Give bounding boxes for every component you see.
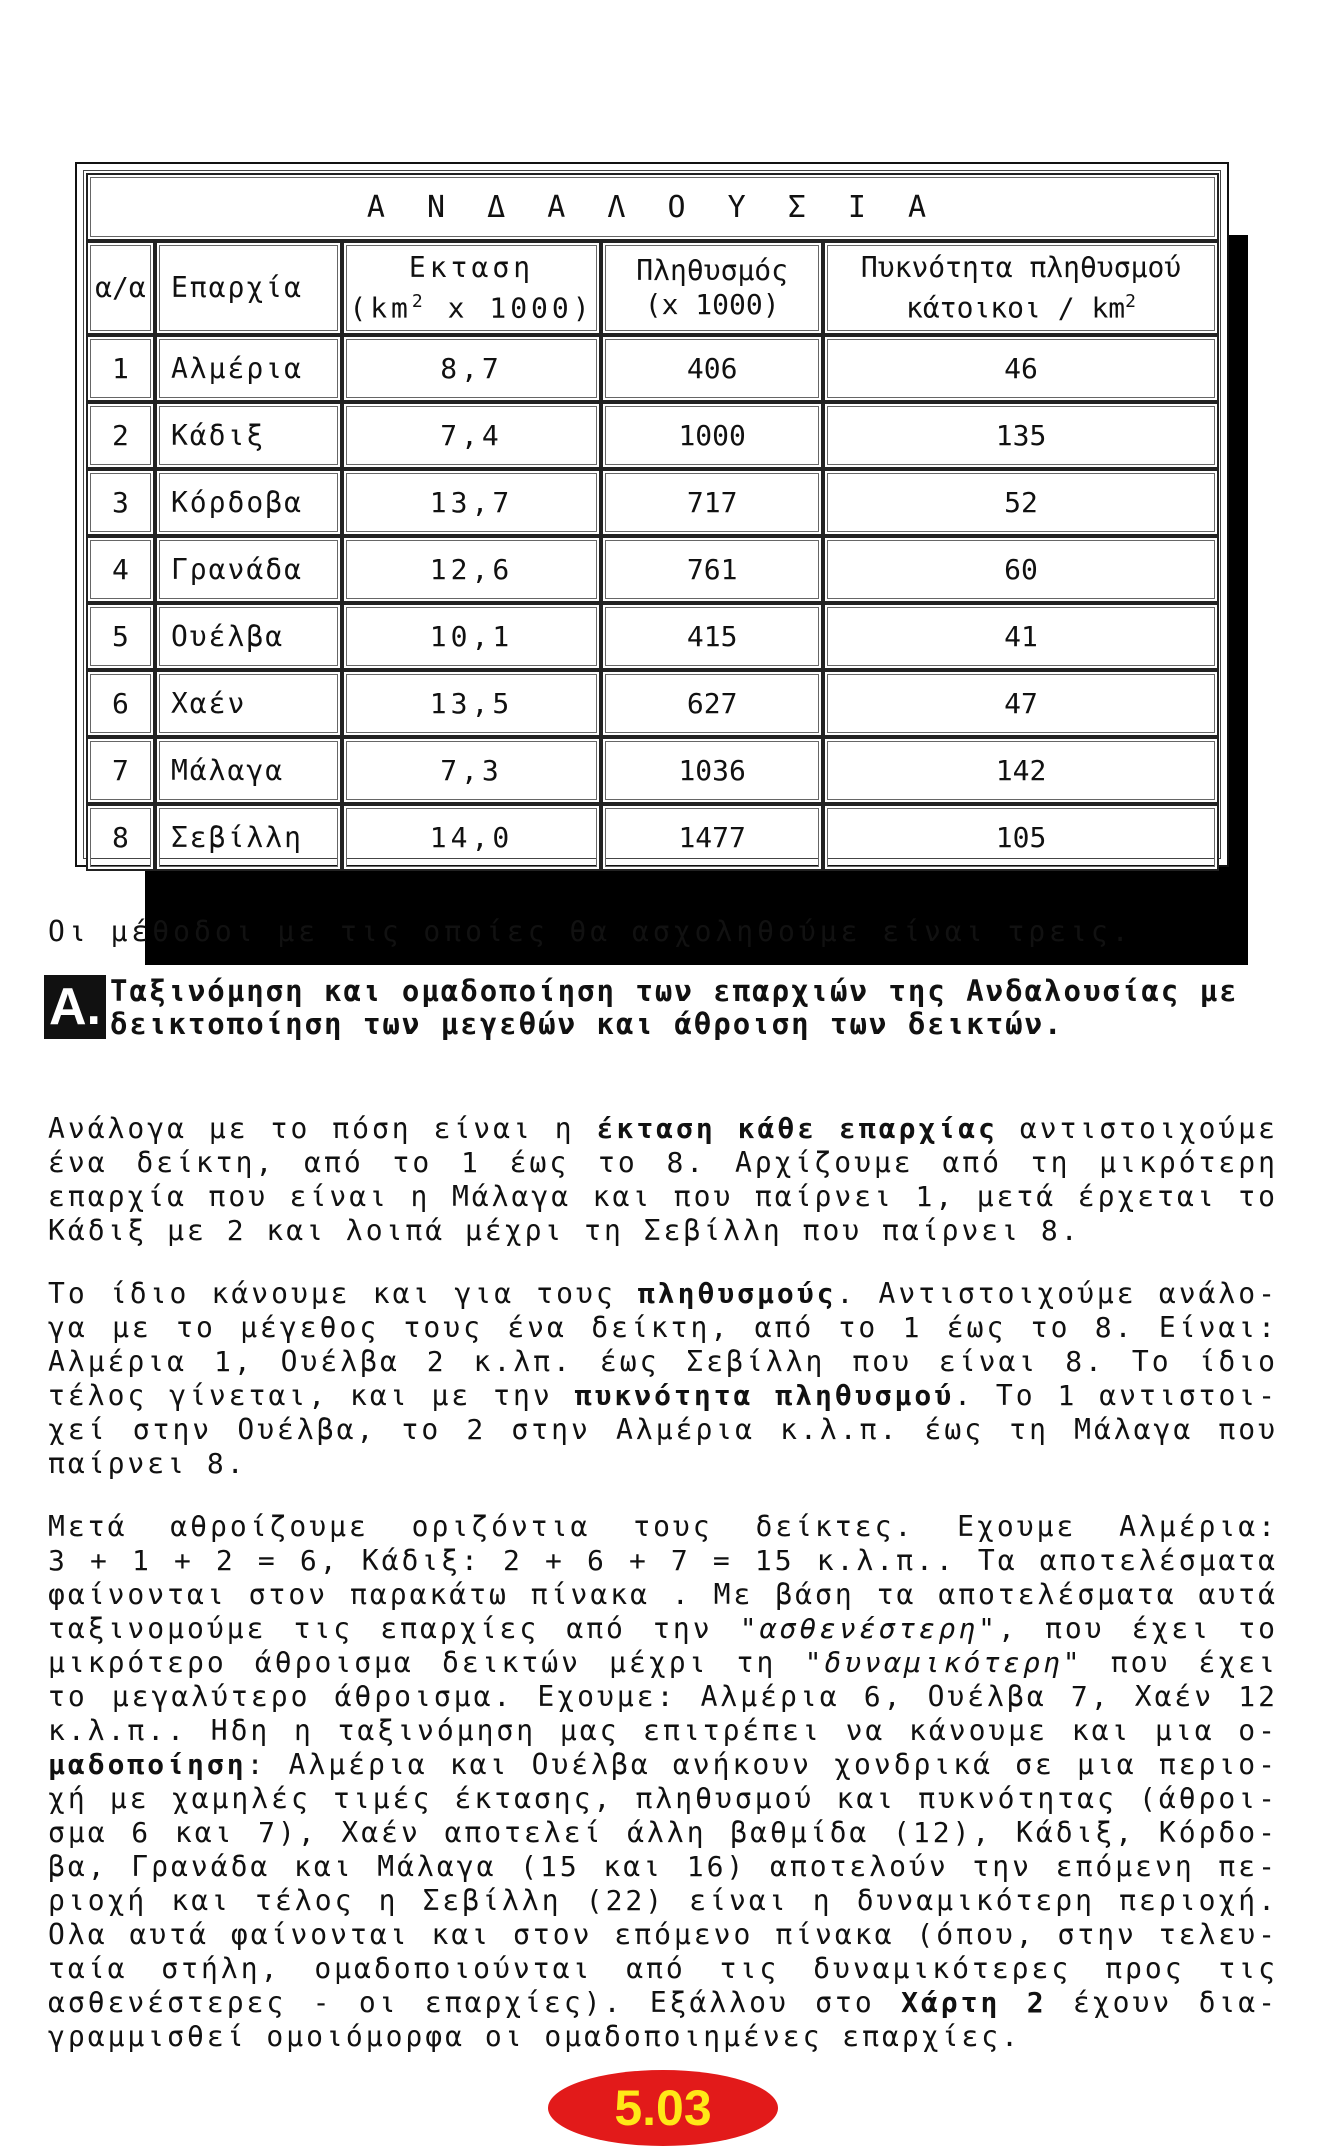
cell-plithysmos: 1000 [601, 402, 823, 469]
cell-plithysmos: 415 [601, 603, 823, 670]
cell-eparxia: Ουέλβα [155, 603, 342, 670]
cell-eparxia: Χαέν [155, 670, 342, 737]
header-aa: α/α [86, 241, 155, 335]
page-number-badge: 5.03 [548, 2070, 778, 2146]
andalusia-table [86, 173, 1219, 871]
section-a-line: Ταξινόμηση και ομαδοποίηση των επαρχιών της Ανδαλουσίας με [110, 974, 1239, 1008]
cell-ektasi: 7,4 [342, 402, 602, 469]
cell-plithysmos: 1036 [601, 737, 823, 804]
cell-pyknotita: 105 [823, 804, 1219, 871]
table-row [86, 670, 1219, 737]
cell-plithysmos: 406 [601, 335, 823, 402]
cell-aa: 7 [86, 737, 155, 804]
section-a-line: δεικτοποίηση των μεγεθών και άθροιση των δεικτών. [110, 1007, 1064, 1041]
cell-ektasi: 8,7 [342, 335, 602, 402]
cell-ektasi: 10,1 [342, 603, 602, 670]
paragraph-1: Ανάλογα με το πόση είναι η έκταση κάθε επαρχίας αντιστοιχούμε ένα δείκτη, από το 1 έως το 8. Αρχίζουμε από τη μικρότερη επαρχία που είναι η Μάλαγα και που παίρνει 1, μετά έρχεται το Κάδιξ με 2 και λοιπά μέχρι τη Σεβίλλη που παίρνει 8. [48, 1112, 1279, 1247]
cell-plithysmos: 1477 [601, 804, 823, 871]
header-eparxia: Επαρχία [155, 241, 342, 335]
cell-plithysmos: 627 [601, 670, 823, 737]
cell-aa: 8 [86, 804, 155, 871]
intro-text: Οι μέθοδοι με τις οποίες θα ασχοληθούμε είναι τρεις. [48, 915, 1133, 948]
cell-pyknotita: 135 [823, 402, 1219, 469]
cell-pyknotita: 60 [823, 536, 1219, 603]
cell-eparxia: Σεβίλλη [155, 804, 342, 871]
cell-plithysmos: 761 [601, 536, 823, 603]
header-plithysmos: Πληθυσμός (x 1000) [601, 241, 823, 335]
cell-aa: 3 [86, 469, 155, 536]
table-row [86, 804, 1219, 871]
andalusia-table-block [75, 162, 1229, 867]
cell-pyknotita: 41 [823, 603, 1219, 670]
cell-ektasi: 14,0 [342, 804, 602, 871]
table-frame [75, 162, 1229, 867]
cell-pyknotita: 52 [823, 469, 1219, 536]
cell-eparxia: Γρανάδα [155, 536, 342, 603]
cell-plithysmos: 717 [601, 469, 823, 536]
table-row [86, 469, 1219, 536]
cell-aa: 5 [86, 603, 155, 670]
header-pyknotita: Πυκνότητα πληθυσμού κάτοικοι / $km^2$ [823, 241, 1219, 335]
cell-ektasi: 12,6 [342, 536, 602, 603]
table-row [86, 536, 1219, 603]
cell-aa: 2 [86, 402, 155, 469]
table-title: Α Ν Δ Α Λ Ο Υ Σ Ι Α [86, 173, 1219, 241]
paragraph-2: Το ίδιο κάνουμε και για τους πληθυσμούς. Αντιστοιχούμε ανάλο- γα με το μέγεθος τους ένα δείκτη, από το 1 έως το 8. Είναι: Αλμέρια 1, Ουέλβα 2 κ.λπ. έως Σεβίλλη που είναι 8. Το ίδιο τέλος γίνεται, και με την πυκνότητα πληθυσμού. Το 1 αντιστοι- χεί στην Ουέλβα, το 2 στην Αλμέρια κ.λ.π. έως τη Μάλαγα που παίρνει 8. [48, 1277, 1279, 1480]
cell-ektasi: 13,7 [342, 469, 602, 536]
cell-aa: 4 [86, 536, 155, 603]
header-ektasi: Εκταση ($km^2$ x 1000) [342, 241, 602, 335]
cell-eparxia: Κόρδοβα [155, 469, 342, 536]
cell-pyknotita: 47 [823, 670, 1219, 737]
cell-eparxia: Κάδιξ [155, 402, 342, 469]
paragraph-3: Μετά αθροίζουμε οριζόντια τους δείκτες. Εχουμε Αλμέρια: 3 + 1 + 2 = 6, Κάδιξ: 2 + 6 + 7 = 15 κ.λ.π.. Τα αποτελέσματα φαίνονται στον παρακάτω πίνακα . Με βάση τα αποτελέσματα αυτά ταξινομούμε τις επαρχίες από την "ασθενέστερη", που έχει το μικρότερο άθροισμα δεικτών μέχρι τη "δυναμικότερη" που έχει το μεγαλύτερο άθροισμα. Εχουμε: Αλμέρια 6, Ουέλβα 7, Χαέν 12 κ.λ.π.. Ηδη η ταξινόμηση μας επιτρέπει να κάνουμε και μια ο- μαδοποίηση: Αλμέρια και Ουέλβα ανήκουν χονδρικά σε μια περιο- χή με χαμηλές τιμές έκτασης, πληθυσμού και πυκνότητας (άθροι- σμα 6 και 7), Χαέν αποτελεί άλλη βαθμίδα (12), Κάδιξ, Κόρδο- βα, Γρανάδα και Μάλαγα (15 και 16) αποτελούν την επόμενη πε- ριοχή και τέλος η Σεβίλλη (22) είναι η δυναμικότερη περιοχή. Ολα αυτά φαίνονται και στον επόμενο πίνακα (όπου, στην τελευ- ταία στήλη, ομαδοποιούνται από τις δυναμικότερες προς τις ασθενέστερες - οι επαρχίες). Εξάλλου στο Χάρτη 2 έχουν δια- γραμμισθεί ομοιόμορφα οι ομαδοποιημένες επαρχίες. [48, 1510, 1279, 2053]
table-row [86, 402, 1219, 469]
cell-eparxia: Μάλαγα [155, 737, 342, 804]
cell-eparxia: Αλμέρια [155, 335, 342, 402]
cell-ektasi: 13,5 [342, 670, 602, 737]
table-row [86, 603, 1219, 670]
cell-aa: 6 [86, 670, 155, 737]
section-a-badge: A. [44, 975, 106, 1039]
table-row [86, 335, 1219, 402]
cell-ektasi: 7,3 [342, 737, 602, 804]
cell-aa: 1 [86, 335, 155, 402]
table-row [86, 737, 1219, 804]
cell-pyknotita: 142 [823, 737, 1219, 804]
cell-pyknotita: 46 [823, 335, 1219, 402]
